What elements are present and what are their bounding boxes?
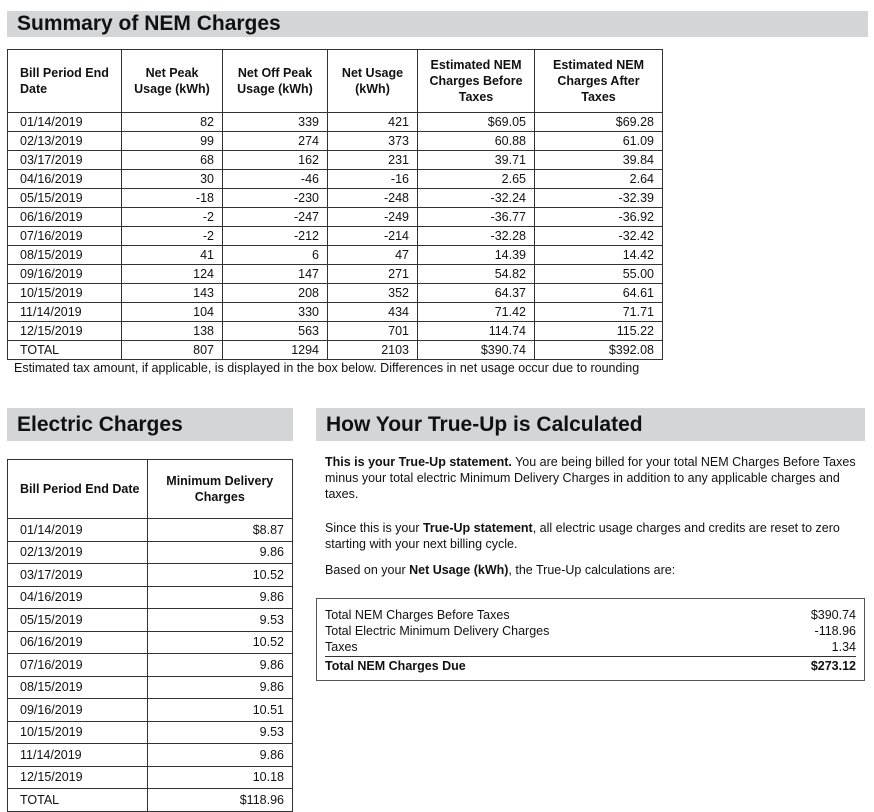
table-row: [8, 519, 293, 542]
cell-value: 10.18: [147, 766, 292, 789]
cell-value: 1294: [223, 341, 328, 360]
summary-footnote: Estimated tax amount, if applicable, is displayed in the box below. Differences in net usage occur due to rounding: [14, 361, 640, 375]
cell-value: 71.42: [418, 303, 535, 322]
cell-value: 162: [223, 151, 328, 170]
text: , all electric usage charges and credits are reset to zero starting with your next billing cycle.: [325, 521, 840, 551]
table-header-row: [8, 50, 663, 113]
cell-value: 60.88: [418, 132, 535, 151]
cell-date: 10/15/2019: [8, 721, 148, 744]
calc-label: Total NEM Charges Before Taxes: [325, 608, 510, 622]
cell-value: 47: [328, 246, 418, 265]
cell-value: 373: [328, 132, 418, 151]
calc-row-total-due: [325, 656, 856, 674]
cell-date: 08/15/2019: [8, 676, 148, 699]
trueup-calculation-box: [316, 598, 865, 681]
cell-value: 14.39: [418, 246, 535, 265]
cell-date: 06/16/2019: [8, 208, 122, 227]
cell-value: -212: [223, 227, 328, 246]
table-row: [8, 284, 663, 303]
cell-value: -32.24: [418, 189, 535, 208]
text-bold: Net Usage (kWh): [409, 563, 509, 577]
cell-value: 274: [223, 132, 328, 151]
cell-value: -248: [328, 189, 418, 208]
cell-value: 339: [223, 113, 328, 132]
text: Since this is your: [325, 521, 423, 535]
electric-charges-table: [7, 459, 293, 812]
cell-value: 9.86: [147, 654, 292, 677]
calc-total-value: $273.12: [810, 659, 856, 673]
cell-value: 6: [223, 246, 328, 265]
calc-value: 1.34: [831, 640, 856, 654]
col-header-after-taxes: Estimated NEM Charges After Taxes: [535, 50, 663, 113]
cell-date: 11/14/2019: [8, 744, 148, 767]
col-header-before-taxes: Estimated NEM Charges Before Taxes: [418, 50, 535, 113]
cell-value: 68: [122, 151, 223, 170]
nem-summary-table: [7, 49, 663, 360]
cell-date: 03/17/2019: [8, 564, 148, 587]
table-total-row: [8, 789, 293, 812]
text-bold: True-Up statement: [422, 521, 533, 535]
cell-date: TOTAL: [8, 789, 148, 812]
table-row: [8, 208, 663, 227]
col-header-end-date: Bill Period End Date: [8, 50, 122, 113]
table-row: [8, 676, 293, 699]
cell-value: $8.87: [147, 519, 292, 542]
cell-value: 231: [328, 151, 418, 170]
cell-value: -16: [328, 170, 418, 189]
cell-value: 9.86: [147, 744, 292, 767]
cell-value: 9.86: [147, 541, 292, 564]
summary-section-title: Summary of NEM Charges: [7, 11, 868, 37]
cell-date: 02/13/2019: [8, 541, 148, 564]
cell-value: 14.42: [535, 246, 663, 265]
cell-value: $390.74: [418, 341, 535, 360]
cell-value: $118.96: [147, 789, 292, 812]
table-row: [8, 699, 293, 722]
cell-value: 2.65: [418, 170, 535, 189]
cell-value: -230: [223, 189, 328, 208]
text: Based on your: [325, 563, 410, 577]
cell-value: 147: [223, 265, 328, 284]
calc-value: -118.96: [814, 624, 856, 638]
cell-date: 11/14/2019: [8, 303, 122, 322]
cell-date: 05/15/2019: [8, 189, 122, 208]
cell-value: 124: [122, 265, 223, 284]
calc-label: Taxes: [325, 640, 358, 654]
table-row: [8, 265, 663, 284]
table-row: [8, 564, 293, 587]
col-header-min-delivery: Minimum Delivery Charges: [147, 460, 292, 519]
table-row: [8, 586, 293, 609]
table-row: [8, 132, 663, 151]
cell-value: 99: [122, 132, 223, 151]
table-header-row: [8, 460, 293, 519]
cell-date: 01/14/2019: [8, 519, 148, 542]
cell-value: 208: [223, 284, 328, 303]
calc-value: $390.74: [810, 608, 856, 622]
cell-value: 701: [328, 322, 418, 341]
cell-value: -214: [328, 227, 418, 246]
cell-value: 115.22: [535, 322, 663, 341]
cell-value: 71.71: [535, 303, 663, 322]
table-row: [8, 189, 663, 208]
cell-value: 114.74: [418, 322, 535, 341]
table-row: [8, 631, 293, 654]
cell-value: 352: [328, 284, 418, 303]
cell-date: 09/16/2019: [8, 699, 148, 722]
cell-value: 330: [223, 303, 328, 322]
trueup-intro-text: You are being billed for your total NEM Charges Before Taxes minus your total electric Minimum Delivery Charges in addition to any applicable charges and taxes.: [325, 455, 856, 501]
trueup-section-title: How Your True-Up is Calculated: [316, 408, 865, 441]
cell-value: $69.05: [418, 113, 535, 132]
cell-value: -32.28: [418, 227, 535, 246]
cell-value: $392.08: [535, 341, 663, 360]
calc-label: Total Electric Minimum Delivery Charges: [325, 624, 550, 638]
cell-date: 05/15/2019: [8, 609, 148, 632]
cell-value: 2103: [328, 341, 418, 360]
table-row: [8, 721, 293, 744]
cell-date: 04/16/2019: [8, 586, 148, 609]
cell-value: 9.86: [147, 586, 292, 609]
trueup-basis-paragraph: [325, 562, 860, 578]
table-row: [8, 246, 663, 265]
col-header-net-off-peak: Net Off Peak Usage (kWh): [223, 50, 328, 113]
cell-value: -2: [122, 208, 223, 227]
table-row: [8, 744, 293, 767]
cell-value: 41: [122, 246, 223, 265]
cell-value: 104: [122, 303, 223, 322]
calc-total-label: Total NEM Charges Due: [325, 659, 466, 673]
cell-value: 563: [223, 322, 328, 341]
cell-value: 64.37: [418, 284, 535, 303]
electric-section-title: Electric Charges: [7, 408, 293, 441]
cell-date: 07/16/2019: [8, 227, 122, 246]
table-row: [8, 151, 663, 170]
cell-value: 138: [122, 322, 223, 341]
cell-date: 07/16/2019: [8, 654, 148, 677]
cell-date: 01/14/2019: [8, 113, 122, 132]
cell-value: 434: [328, 303, 418, 322]
cell-value: -32.39: [535, 189, 663, 208]
cell-value: 807: [122, 341, 223, 360]
table-row: [8, 654, 293, 677]
cell-date: 02/13/2019: [8, 132, 122, 151]
cell-value: 61.09: [535, 132, 663, 151]
cell-value: 10.52: [147, 564, 292, 587]
cell-value: 55.00: [535, 265, 663, 284]
cell-value: 9.53: [147, 721, 292, 744]
text: , the True-Up calculations are:: [508, 563, 676, 577]
cell-value: 2.64: [535, 170, 663, 189]
col-header-end-date: Bill Period End Date: [8, 460, 148, 519]
cell-value: -36.77: [418, 208, 535, 227]
col-header-net-usage: Net Usage (kWh): [328, 50, 418, 113]
table-row: [8, 322, 663, 341]
cell-date: 10/15/2019: [8, 284, 122, 303]
cell-value: 82: [122, 113, 223, 132]
cell-date: 04/16/2019: [8, 170, 122, 189]
cell-value: 39.84: [535, 151, 663, 170]
cell-date: 12/15/2019: [8, 766, 148, 789]
cell-value: -249: [328, 208, 418, 227]
table-row: [8, 303, 663, 322]
calc-row-nem-before-taxes: [325, 607, 856, 623]
cell-date: 12/15/2019: [8, 322, 122, 341]
table-row: [8, 609, 293, 632]
cell-value: 10.52: [147, 631, 292, 654]
cell-value: -36.92: [535, 208, 663, 227]
cell-value: -32.42: [535, 227, 663, 246]
cell-value: 64.61: [535, 284, 663, 303]
table-row: [8, 227, 663, 246]
calc-row-taxes: [325, 639, 856, 655]
col-header-net-peak: Net Peak Usage (kWh): [122, 50, 223, 113]
cell-value: 39.71: [418, 151, 535, 170]
cell-date: 06/16/2019: [8, 631, 148, 654]
cell-date: 09/16/2019: [8, 265, 122, 284]
cell-date: TOTAL: [8, 341, 122, 360]
cell-value: 421: [328, 113, 418, 132]
trueup-intro-bold: This is your True-Up statement.: [325, 455, 512, 469]
table-row: [8, 170, 663, 189]
cell-date: 03/17/2019: [8, 151, 122, 170]
cell-date: 08/15/2019: [8, 246, 122, 265]
table-row: [8, 113, 663, 132]
cell-value: 30: [122, 170, 223, 189]
cell-value: $69.28: [535, 113, 663, 132]
cell-value: 9.86: [147, 676, 292, 699]
trueup-reset-paragraph: [325, 520, 860, 552]
cell-value: 143: [122, 284, 223, 303]
table-row: [8, 541, 293, 564]
cell-value: -247: [223, 208, 328, 227]
calc-row-min-delivery: [325, 623, 856, 639]
cell-value: 9.53: [147, 609, 292, 632]
table-row: [8, 766, 293, 789]
cell-value: -18: [122, 189, 223, 208]
cell-value: -46: [223, 170, 328, 189]
cell-value: 271: [328, 265, 418, 284]
cell-value: 10.51: [147, 699, 292, 722]
cell-value: 54.82: [418, 265, 535, 284]
cell-value: -2: [122, 227, 223, 246]
trueup-intro-paragraph: [325, 454, 860, 502]
table-total-row: [8, 341, 663, 360]
